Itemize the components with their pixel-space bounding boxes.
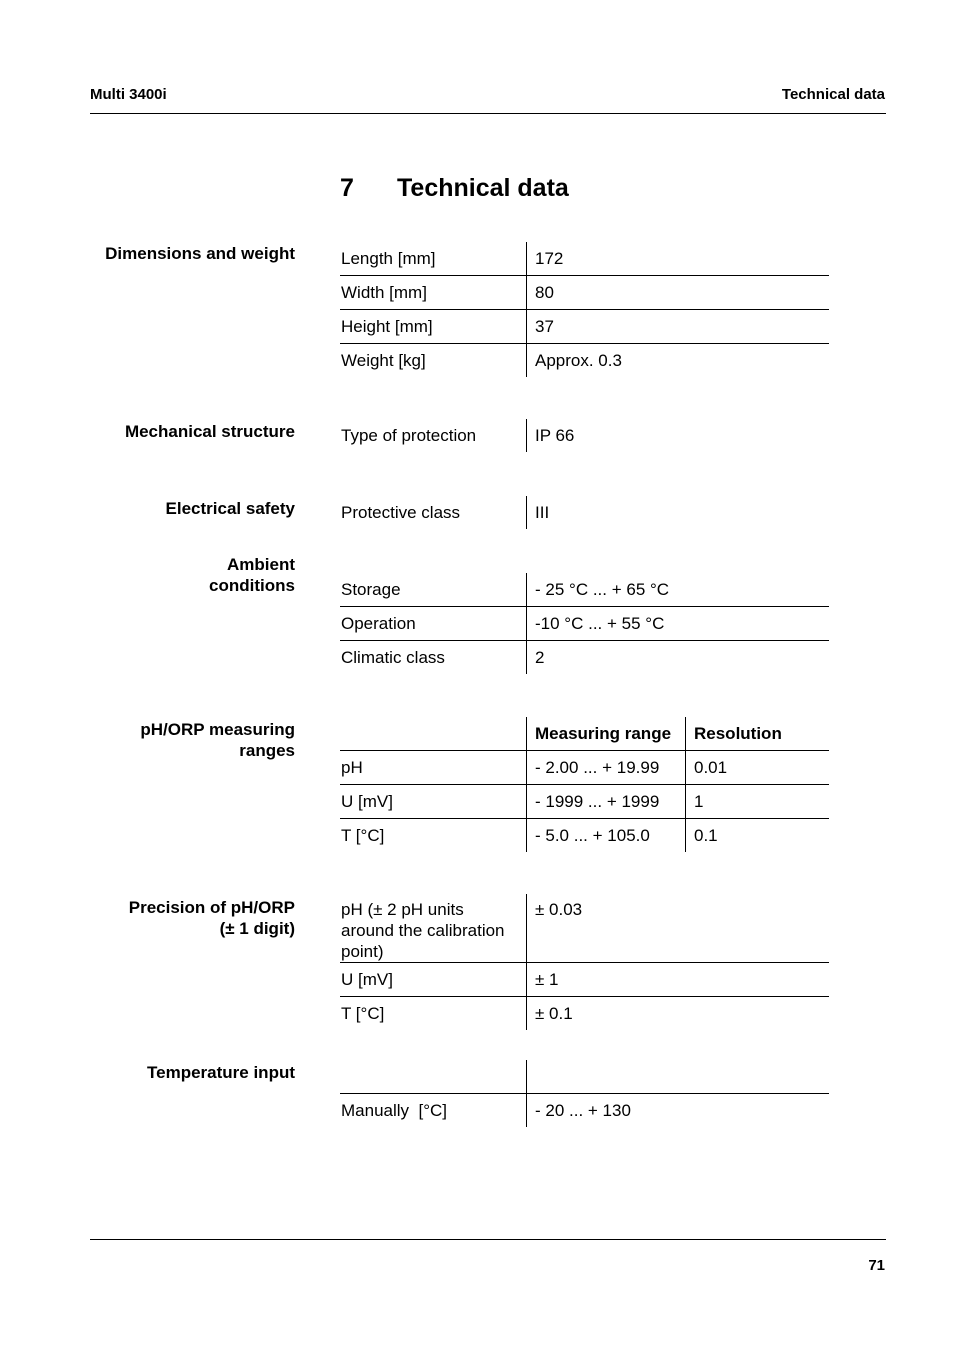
row-label: Length [mm] [341, 249, 436, 268]
column-header [340, 717, 527, 751]
row-label: pH (± 2 pH units around the calibration point) [341, 900, 505, 961]
table-electrical [340, 496, 829, 529]
cell-range: - 2.00 ... + 19.99 [527, 751, 686, 785]
table-temperature [340, 1060, 829, 1127]
table-row [340, 894, 829, 963]
table-row [340, 242, 829, 276]
row-value: - 25 °C ... + 65 °C [527, 573, 830, 607]
row-value: 2 [527, 641, 830, 675]
row-value: 172 [527, 242, 830, 276]
cell-resolution: 0.1 [686, 819, 830, 853]
table-row [340, 819, 829, 853]
row-label: Height [mm] [340, 310, 527, 344]
section-label-ranges [35, 719, 295, 761]
cell-range: - 5.0 ... + 105.0 [527, 819, 686, 853]
table-row [340, 963, 829, 997]
chapter-heading [340, 174, 569, 203]
row-label: U [mV] [340, 785, 527, 819]
table-row [340, 641, 829, 675]
row-label [340, 1060, 527, 1094]
row-label: Weight [kg] [340, 344, 527, 378]
table-row [340, 997, 829, 1031]
row-label: U [mV] [340, 963, 527, 997]
section-label-dimensions: Dimensions and weight [105, 244, 295, 263]
footer-rule [90, 1239, 886, 1240]
table-row [340, 607, 829, 641]
running-header-section: Technical data [781, 86, 885, 103]
table-row [340, 344, 829, 378]
row-value: ± 0.03 [527, 894, 830, 963]
column-header: Measuring range [527, 717, 686, 751]
row-label: Climatic class [340, 641, 527, 675]
section-label-temperature: Temperature input [147, 1063, 295, 1082]
label-line: Precision of pH/ORP [128, 898, 295, 917]
header-rule [90, 113, 886, 114]
row-value: 80 [527, 276, 830, 310]
table-precision [340, 894, 829, 1030]
table-row [340, 751, 829, 785]
label-line: pH/ORP measuring [140, 720, 295, 739]
table-header-row [340, 717, 829, 751]
cell-resolution: 1 [686, 785, 830, 819]
label-line: Ambient [227, 555, 295, 574]
table-row [340, 1060, 829, 1094]
section-label-electrical: Electrical safety [165, 499, 295, 518]
table-row [340, 276, 829, 310]
row-label: Manually [°C] [340, 1094, 527, 1128]
row-value [527, 1060, 830, 1094]
row-value: ± 0.1 [527, 997, 830, 1031]
table-mechanical [340, 419, 829, 452]
table-row [340, 573, 829, 607]
cell-resolution: 0.01 [686, 751, 830, 785]
page-number: 71 [868, 1257, 885, 1274]
chapter-title: Technical data [397, 174, 569, 202]
row-label: Storage [341, 580, 401, 599]
table-row [340, 310, 829, 344]
column-header: Resolution [686, 717, 830, 751]
running-header-product: Multi 3400i [90, 86, 167, 103]
row-value: - 20 ... + 130 [527, 1094, 830, 1128]
row-label: T [°C] [340, 997, 527, 1031]
label-line: (± 1 digit) [219, 919, 295, 938]
row-value: Approx. 0.3 [527, 344, 830, 378]
section-label-ambient [35, 554, 295, 596]
table-row [340, 785, 829, 819]
table-measuring-ranges [340, 717, 829, 852]
row-label: Protective class [341, 503, 461, 522]
row-label: pH [340, 751, 527, 785]
row-label: T [°C] [340, 819, 527, 853]
section-label-precision [35, 897, 295, 939]
table-row [340, 419, 829, 452]
row-label: Operation [340, 607, 527, 641]
row-value: -10 °C ... + 55 °C [527, 607, 830, 641]
cell-range: - 1999 ... + 1999 [527, 785, 686, 819]
table-ambient [340, 573, 829, 674]
label-line: ranges [239, 741, 295, 760]
table-dimensions [340, 242, 829, 377]
chapter-number: 7 [340, 174, 354, 202]
row-value: IP 66 [527, 419, 830, 452]
row-value: III [527, 496, 830, 529]
section-label-mechanical: Mechanical structure [124, 422, 295, 441]
table-row [340, 496, 829, 529]
row-label: Width [mm] [340, 276, 527, 310]
row-label: Type of protection [341, 426, 477, 445]
label-line: conditions [209, 576, 295, 595]
row-value: ± 1 [527, 963, 830, 997]
table-row [340, 1094, 829, 1128]
row-value: 37 [527, 310, 830, 344]
